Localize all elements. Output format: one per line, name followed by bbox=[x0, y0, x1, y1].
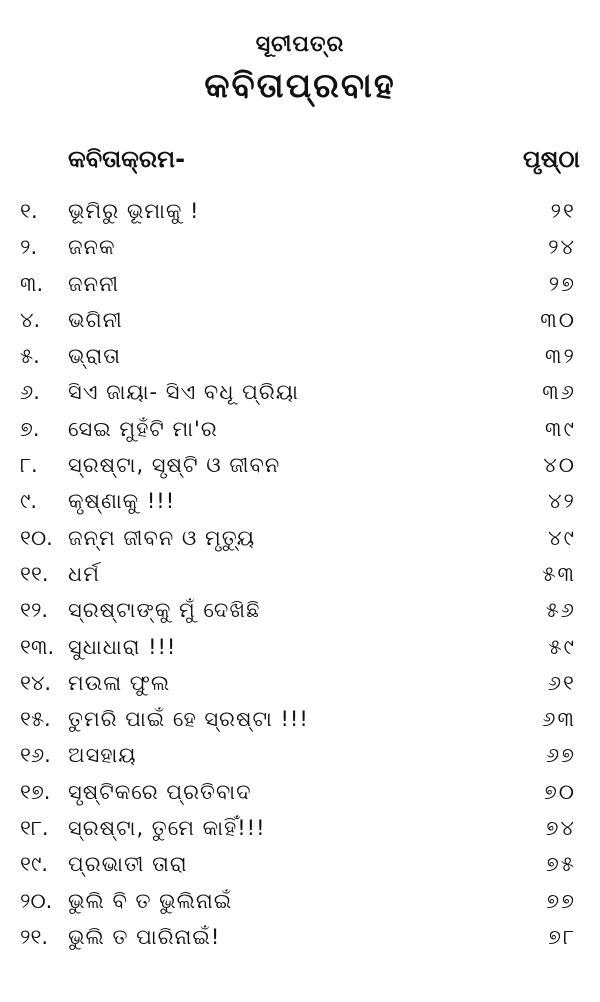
entry-number: ୧. bbox=[20, 199, 38, 223]
toc-entry bbox=[0, 229, 600, 265]
toc-entry bbox=[0, 919, 600, 955]
entry-page-number: ୨୪ bbox=[548, 235, 576, 260]
title-column-header: କବିତାକ୍ରମ- bbox=[68, 145, 186, 173]
page-title: କବିତାପ୍ରବାହ bbox=[204, 66, 396, 106]
toc-entry bbox=[0, 483, 600, 519]
entry-number: ୧୫. bbox=[20, 707, 51, 732]
entry-title: ଭଗିନୀ bbox=[68, 307, 123, 332]
entry-title: କୃଷ୍ଣାକୁ !!! bbox=[68, 489, 176, 514]
entry-number: ୧୬. bbox=[20, 743, 51, 768]
entry-number: ୧୭. bbox=[20, 779, 51, 804]
toc-entry bbox=[0, 374, 600, 410]
entry-page-number: ୬୭ bbox=[545, 743, 576, 768]
entry-page-number: ୭୦ bbox=[543, 779, 576, 804]
entry-number: ୧୧. bbox=[20, 561, 49, 586]
entry-title: ସିଏ ଜାୟା- ସିଏ ବଧୂ ପ୍ରିୟା bbox=[68, 380, 299, 405]
toc-entry bbox=[0, 592, 600, 628]
toc-entry bbox=[0, 665, 600, 701]
entry-page-number: ୩୯ bbox=[545, 416, 576, 441]
entry-title: ସେଇ ମୁହଁଟି ମା'ର bbox=[68, 416, 218, 441]
toc-entry bbox=[0, 193, 600, 229]
entry-number: ୭. bbox=[20, 416, 40, 441]
entry-page-number: ୬୧ bbox=[547, 670, 576, 695]
toc-entry bbox=[0, 883, 600, 919]
entry-page-number: ୫୩ bbox=[542, 561, 576, 586]
entry-title: ଜନକ bbox=[68, 235, 116, 260]
entry-title: ସୃଷ୍ଟିକରେ ପ୍ରତିବାଦ bbox=[68, 779, 252, 804]
entry-page-number: ୪୨ bbox=[548, 489, 576, 514]
toc-entry bbox=[0, 737, 600, 773]
entry-title: ସ୍ରଷ୍ଟାଙ୍କୁ ମୁଁ ଦେଖିଛି bbox=[68, 598, 261, 623]
entry-title: ଭୁଲି ତ ପାରିନାଇଁ! bbox=[68, 924, 221, 949]
toc-entry bbox=[0, 774, 600, 810]
entry-page-number: ୭୭ bbox=[546, 888, 576, 913]
toc-entry bbox=[0, 411, 600, 447]
entry-number: ୧୯. bbox=[20, 852, 49, 877]
entry-title: ଜନ୍ମ ଜୀବନ ଓ ମୃତ୍ୟୁ bbox=[68, 525, 256, 550]
entry-number: ୪. bbox=[20, 307, 41, 332]
entry-number: ୨୧. bbox=[20, 924, 49, 949]
entry-page-number: ୬୩ bbox=[542, 707, 576, 732]
entry-page-number: ୩୦ bbox=[540, 307, 576, 332]
entry-page-number: ୪୦ bbox=[543, 453, 576, 478]
entry-number: ୨. bbox=[20, 235, 38, 260]
entry-page-number: ୩୬ bbox=[542, 380, 576, 405]
entry-title: ତୁମରି ପାଇଁ ହେ ସ୍ରଷ୍ଟା !!! bbox=[68, 707, 309, 732]
toc-entry bbox=[0, 629, 600, 665]
entry-page-number: ୭୮ bbox=[548, 924, 576, 949]
entry-number: ୨୦. bbox=[20, 888, 53, 913]
entry-title: ସ୍ରଷ୍ଟା, ସୃଷ୍ଟି ଓ ଜୀବନ bbox=[68, 453, 281, 478]
entry-title: ଧର୍ମ bbox=[68, 561, 100, 586]
entry-number: ୮. bbox=[20, 453, 38, 478]
entry-page-number: ୪୯ bbox=[548, 525, 576, 550]
entry-title: ସୁଧାଧାରା !!! bbox=[68, 634, 177, 659]
toc-entry bbox=[0, 266, 600, 302]
toc-entry bbox=[0, 810, 600, 846]
page-subtitle: ସୂଚୀପତ୍ର bbox=[255, 32, 345, 57]
toc-entry bbox=[0, 520, 600, 556]
entry-number: ୧୨. bbox=[20, 598, 49, 623]
entry-number: ୧୪. bbox=[20, 670, 52, 695]
entry-title: ସ୍ରଷ୍ଟା, ତୁମେ କାହିଁ!!! bbox=[68, 816, 266, 841]
entry-number: ୧୦. bbox=[20, 525, 53, 550]
toc-entry bbox=[0, 302, 600, 338]
entry-number: ୩. bbox=[20, 271, 44, 296]
toc-entry bbox=[0, 338, 600, 374]
entry-title: ମଉଳା ଫୁଲ bbox=[68, 670, 171, 695]
entry-number: ୬. bbox=[20, 380, 40, 405]
entry-page-number: ୭୪ bbox=[545, 816, 576, 841]
page-column-header: ପୃଷ୍ଠା bbox=[522, 145, 580, 173]
toc-entry bbox=[0, 846, 600, 882]
entry-title: ଅସହାୟ bbox=[68, 743, 137, 768]
toc-entry bbox=[0, 447, 600, 483]
entry-number: ୫. bbox=[20, 344, 40, 369]
entry-number: ୧୮. bbox=[20, 816, 49, 841]
entry-page-number: ୩୨ bbox=[545, 344, 576, 369]
toc-entry bbox=[0, 556, 600, 592]
entry-title: ଜନନୀ bbox=[68, 271, 120, 296]
entry-title: ଭୂମିରୁ ଭୂମାକୁ ! bbox=[68, 199, 200, 223]
entry-page-number: ୨୧ bbox=[550, 199, 576, 223]
entry-title: ପ୍ରଭାତୀ ତାରା bbox=[68, 852, 188, 877]
entry-page-number: ୫୯ bbox=[548, 634, 576, 659]
toc-entry bbox=[0, 701, 600, 737]
entry-title: ଭ୍ରାତା bbox=[68, 344, 121, 369]
entry-page-number: ୭୫ bbox=[546, 852, 576, 877]
entry-number: ୯. bbox=[20, 489, 38, 514]
entry-title: ଭୁଲି ବି ତ ଭୁଲିନାଇଁ bbox=[68, 888, 233, 913]
entry-page-number: ୫୬ bbox=[545, 598, 576, 623]
toc-list bbox=[0, 193, 600, 955]
entry-page-number: ୨୭ bbox=[548, 271, 576, 296]
entry-number: ୧୩. bbox=[20, 634, 55, 659]
